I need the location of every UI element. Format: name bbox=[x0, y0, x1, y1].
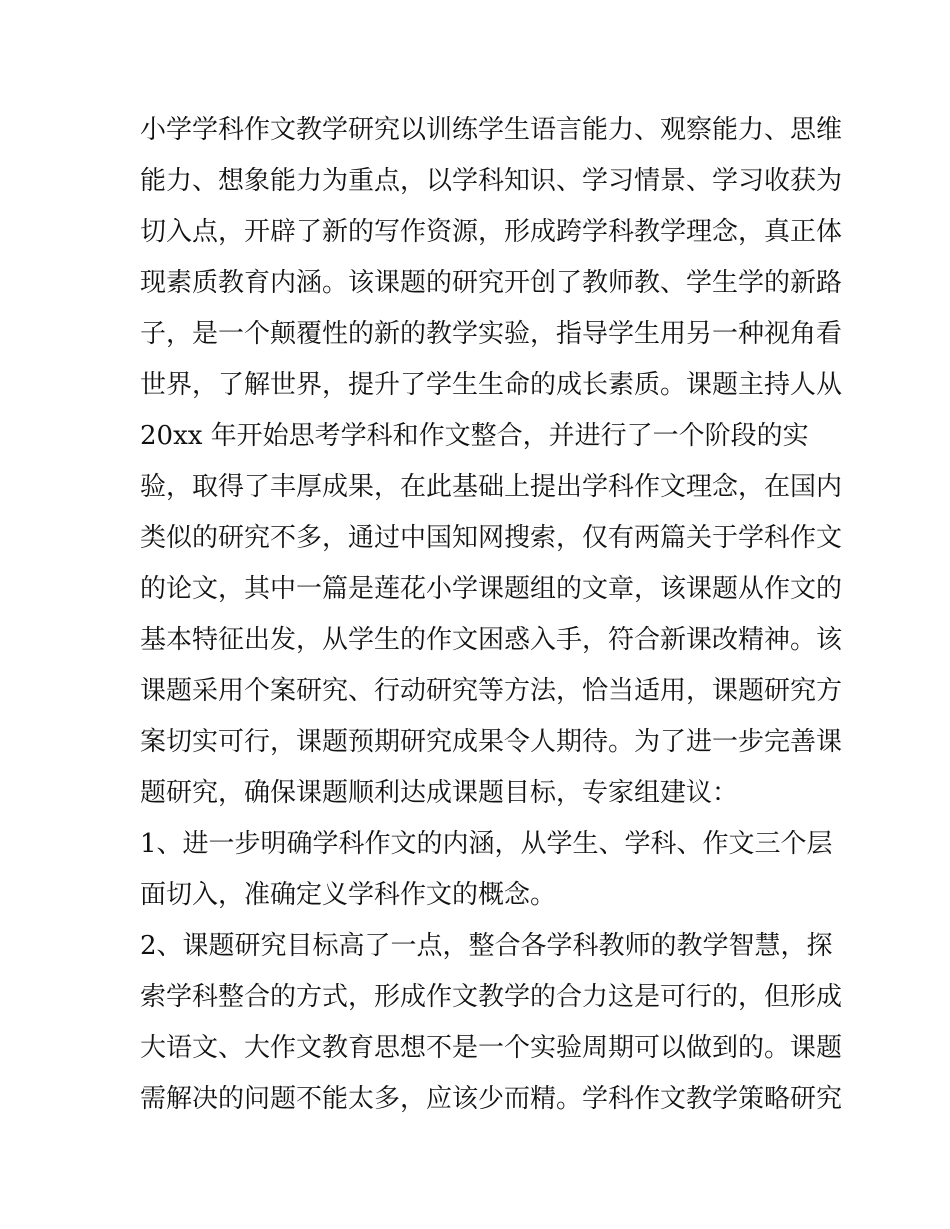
text-line: 子，是一个颠覆性的新的教学实验，指导学生用另一种视角看 bbox=[140, 319, 843, 349]
text-line: 基本特征出发，从学生的作文困惑入手，符合新课改精神。该 bbox=[140, 625, 843, 655]
text-line: 小学学科作文教学研究以训练学生语言能力、观察能力、思维 bbox=[140, 115, 843, 145]
list-item-2-line: 2、课题研究目标高了一点，整合各学科教师的教学智慧，探 bbox=[140, 931, 833, 961]
text-line: 课题采用个案研究、行动研究等方法，恰当适用，课题研究方 bbox=[140, 676, 843, 706]
text-line: 20xx 年开始思考学科和作文整合，并进行了一个阶段的实 bbox=[140, 421, 809, 451]
text-line: 能力、想象能力为重点，以学科知识、学习情景、学习收获为 bbox=[140, 166, 843, 196]
text-line: 世界，了解世界，提升了学生生命的成长素质。课题主持人从 bbox=[140, 370, 843, 400]
text-line: 切入点，开辟了新的写作资源，形成跨学科教学理念，真正体 bbox=[140, 217, 843, 247]
text-line: 案切实可行，课题预期研究成果令人期待。为了进一步完善课 bbox=[140, 727, 843, 757]
list-item-2-line: 需解决的问题不能太多，应该少而精。学科作文教学策略研究 bbox=[140, 1084, 843, 1114]
list-item-2-line: 索学科整合的方式，形成作文教学的合力这是可行的，但形成 bbox=[140, 982, 843, 1012]
list-item-1-line: 1、进一步明确学科作文的内涵，从学生、学科、作文三个层 bbox=[140, 829, 833, 859]
text-line: 题研究，确保课题顺利达成课题目标，专家组建议： bbox=[140, 778, 739, 808]
list-item-1-line: 面切入，准确定义学科作文的概念。 bbox=[140, 880, 557, 910]
text-line: 现素质教育内涵。该课题的研究开创了教师教、学生学的新路 bbox=[140, 268, 843, 298]
list-item-2-line: 大语文、大作文教育思想不是一个实验周期可以做到的。课题 bbox=[140, 1033, 843, 1063]
text-line: 验，取得了丰厚成果，在此基础上提出学科作文理念，在国内 bbox=[140, 472, 843, 502]
text-line: 类似的研究不多，通过中国知网搜索，仅有两篇关于学科作文 bbox=[140, 523, 843, 553]
text-line: 的论文，其中一篇是莲花小学课题组的文章，该课题从作文的 bbox=[140, 574, 843, 604]
